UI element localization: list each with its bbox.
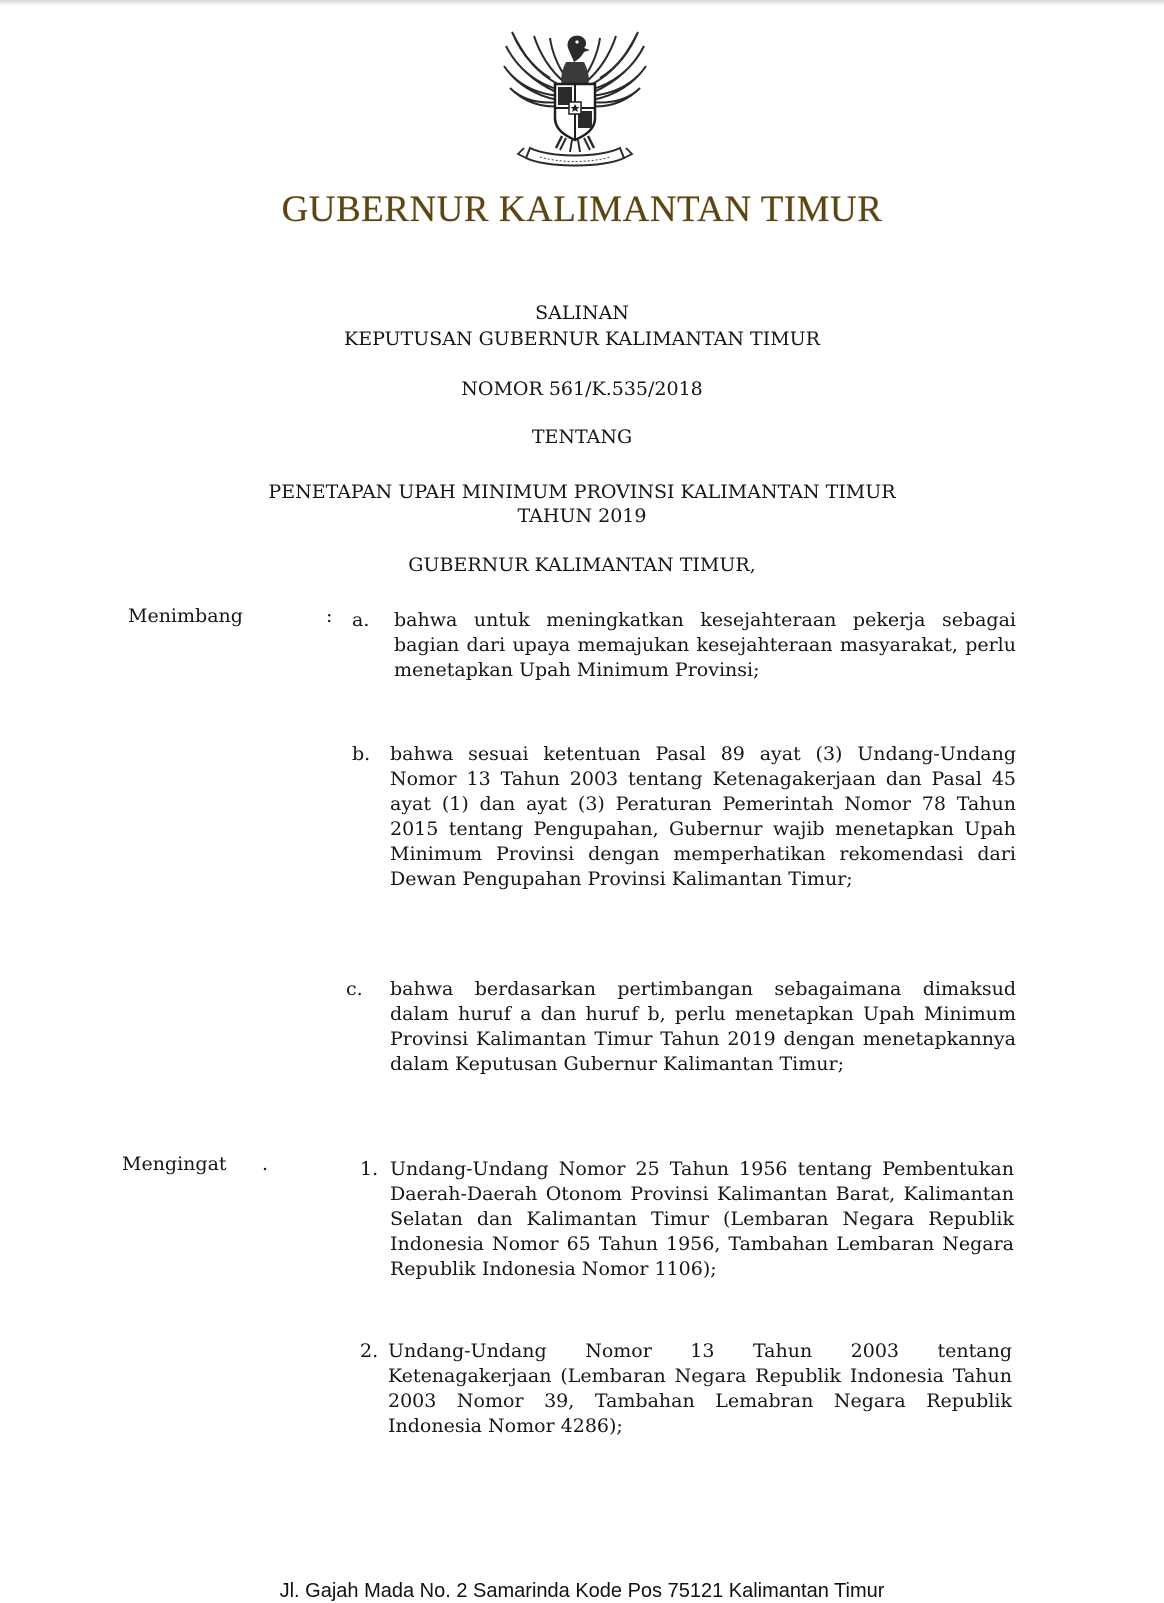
recalling-item-1-marker: 1. [360, 1158, 379, 1180]
recalling-item-1-text: Undang-Undang Nomor 25 Tahun 1956 tentang Pembentukan Daerah-Daerah Otonom Provinsi Kalimantan Barat, Kalimantan Selatan dan Kalimantan Timur (Lembaran Negara Republik Indonesia Nomor 65 Tahun 1956, Tambahan Lembaran Negara Republik Indonesia Nomor 1106); [390, 1158, 1014, 1280]
recalling-label: Mengingat [122, 1153, 227, 1175]
recalling-item-2-marker: 2. [360, 1340, 379, 1362]
considering-item-b-marker: b. [352, 743, 371, 765]
subject-line-1: PENETAPAN UPAH MINIMUM PROVINSI KALIMANTAN TIMUR [268, 481, 896, 503]
recalling-separator: . [262, 1153, 269, 1175]
scan-top-edge [0, 0, 1164, 6]
considering-separator: : [326, 605, 333, 627]
considering-item-a-text: bahwa untuk meningkatkan kesejahteraan pekerja sebagai bagian dari upaya memajukan kesejahteraan masyarakat, perlu menetapkan Upah Minimum Provinsi; [394, 609, 1016, 681]
recalling-item-2-text: Undang-Undang Nomor 13 Tahun 2003 tentang Ketenagakerjaan (Lembaran Negara Republik Indonesia Tahun 2003 Nomor 39, Tambahan Lemabran Negara Republik Indonesia Nomor 4286); [388, 1340, 1012, 1437]
decree-number: NOMOR 561/K.535/2018 [461, 378, 703, 400]
considering-item-a-marker: a. [352, 609, 370, 631]
garuda-emblem-icon [500, 26, 650, 172]
subject-line-2: TAHUN 2019 [517, 505, 647, 527]
considering-label: Menimbang [128, 605, 243, 627]
government-title: GUBERNUR KALIMANTAN TIMUR [281, 189, 883, 230]
considering-item-c-marker: c. [346, 978, 363, 1000]
about-label: TENTANG [531, 426, 633, 448]
considering-item-c-text: bahwa berdasarkan pertimbangan sebagaimana dimaksud dalam huruf a dan huruf b, perlu menetapkan Upah Minimum Provinsi Kalimantan Timur Tahun 2019 dengan menetapkannya dalam Keputusan Gubernur Kalimantan Timur; [390, 978, 1016, 1075]
issuer-line: GUBERNUR KALIMANTAN TIMUR, [408, 554, 756, 576]
considering-item-b-text: bahwa sesuai ketentuan Pasal 89 ayat (3) Undang-Undang Nomor 13 Tahun 2003 tentang Ketenagakerjaan dan Pasal 45 ayat (1) dan ayat (3) Peraturan Pemerintah Nomor 78 Tahun 2015 tentang Pengupahan, Gubernur wajib menetapkan Upah Minimum Provinsi dengan memperhatikan rekomendasi dari Dewan Pengupahan Provinsi Kalimantan Timur; [390, 743, 1016, 890]
copy-label: SALINAN [535, 302, 629, 324]
decree-title: KEPUTUSAN GUBERNUR KALIMANTAN TIMUR [344, 328, 820, 350]
footer-address: Jl. Gajah Mada No. 2 Samarinda Kode Pos 75121 Kalimantan Timur [279, 1580, 885, 1602]
